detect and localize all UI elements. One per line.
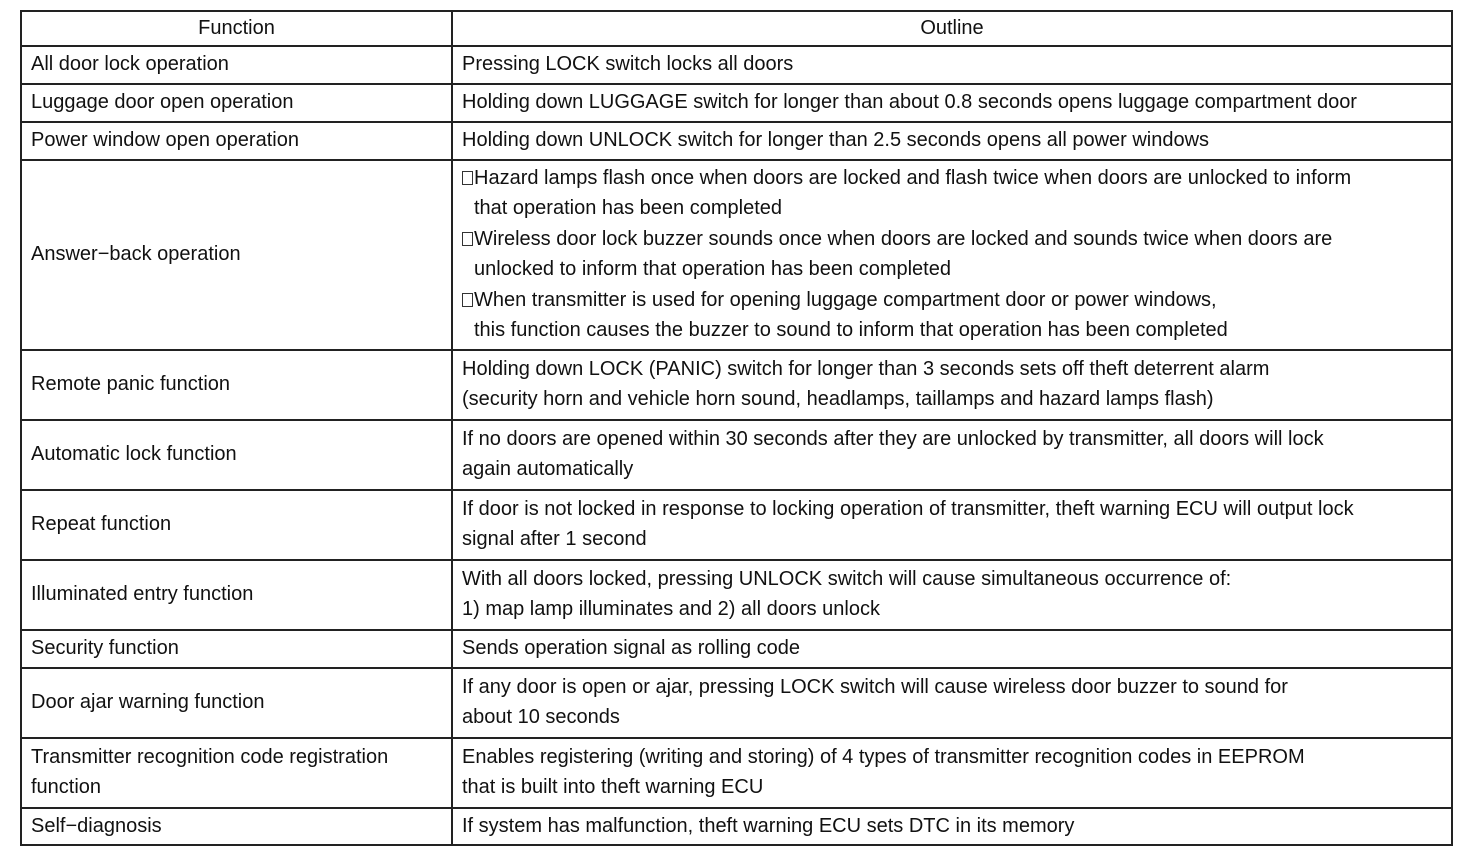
checkbox-bullet-icon	[462, 293, 473, 307]
table-row	[21, 560, 1452, 630]
function-text: Illuminated entry function	[31, 582, 254, 605]
function-cell	[21, 84, 452, 122]
function-cell	[21, 46, 452, 84]
function-outline-table	[20, 10, 1453, 846]
function-cell	[21, 738, 452, 808]
outline-text: Wireless door lock buzzer sounds once when doors are locked and sounds twice when doors are	[474, 227, 1333, 250]
function-cell	[21, 122, 452, 160]
outline-cell	[452, 122, 1452, 160]
outline-text: 1) map lamp illuminates and 2) all doors unlock	[462, 598, 880, 620]
outline-text: Pressing LOCK switch locks all doors	[462, 52, 794, 75]
outline-text: If system has malfunction, theft warning ECU sets DTC in its memory	[462, 814, 1075, 837]
outline-cell	[452, 738, 1452, 808]
outline-text: When transmitter is used for opening luggage compartment door or power windows,	[474, 288, 1217, 311]
table-row	[21, 420, 1452, 490]
checkbox-bullet-icon	[462, 232, 473, 246]
outline-text: signal after 1 second	[462, 528, 647, 550]
outline-text: If any door is open or ajar, pressing LOCK switch will cause wireless door buzzer to sound for	[462, 675, 1288, 698]
function-text: Answer−back operation	[31, 242, 241, 265]
outline-text: this function causes the buzzer to sound to inform that operation has been completed	[474, 319, 1228, 341]
table-row	[21, 668, 1452, 738]
outline-cell	[452, 160, 1452, 350]
function-cell	[21, 630, 452, 668]
outline-cell	[452, 808, 1452, 846]
function-cell	[21, 490, 452, 560]
outline-cell	[452, 668, 1452, 738]
outline-text: If no doors are opened within 30 seconds after they are unlocked by transmitter, all doors will lock	[462, 427, 1324, 450]
table-header-row	[21, 11, 1452, 46]
outline-text: Enables registering (writing and storing) of 4 types of transmitter recognition codes in EEPROM	[462, 745, 1305, 768]
outline-text: (security horn and vehicle horn sound, headlamps, taillamps and hazard lamps flash)	[462, 388, 1214, 410]
function-text: Automatic lock function	[31, 442, 237, 465]
outline-text: Sends operation signal as rolling code	[462, 636, 800, 659]
outline-text: that operation has been completed	[474, 197, 782, 219]
outline-text: Holding down LOCK (PANIC) switch for longer than 3 seconds sets off theft deterrent alarm	[462, 357, 1270, 380]
function-column-header: Function	[21, 11, 452, 46]
outline-text: Hazard lamps flash once when doors are locked and flash twice when doors are unlocked to inform	[474, 166, 1352, 189]
function-cell	[21, 160, 452, 350]
function-cell	[21, 668, 452, 738]
function-cell	[21, 350, 452, 420]
outline-text: If door is not locked in response to locking operation of transmitter, theft warning ECU will output lock	[462, 497, 1354, 520]
outline-cell	[452, 490, 1452, 560]
function-cell	[21, 560, 452, 630]
function-text: function	[31, 776, 102, 798]
outline-text: Holding down UNLOCK switch for longer than 2.5 seconds opens all power windows	[462, 128, 1210, 151]
function-text: Transmitter recognition code registration	[31, 745, 389, 768]
outline-text: about 10 seconds	[462, 706, 620, 728]
function-text: Self−diagnosis	[31, 814, 162, 837]
outline-text: that is built into theft warning ECU	[462, 776, 764, 798]
outline-text: Holding down LUGGAGE switch for longer than about 0.8 seconds opens luggage compartment door	[462, 90, 1357, 113]
outline-cell	[452, 420, 1452, 490]
outline-text: unlocked to inform that operation has been completed	[474, 258, 951, 280]
outline-cell	[452, 84, 1452, 122]
table-row	[21, 350, 1452, 420]
outline-cell	[452, 630, 1452, 668]
table-row	[21, 122, 1452, 160]
outline-bullet	[462, 224, 1442, 255]
table-row	[21, 84, 1452, 122]
outline-bullet	[462, 163, 1442, 194]
table-row	[21, 808, 1452, 846]
function-text: All door lock operation	[31, 52, 229, 75]
function-text: Power window open operation	[31, 128, 299, 151]
function-text: Door ajar warning function	[31, 690, 265, 713]
function-text: Luggage door open operation	[31, 90, 294, 113]
table-row	[21, 630, 1452, 668]
function-text: Security function	[31, 636, 179, 659]
outline-column-header: Outline	[452, 11, 1452, 46]
function-text: Repeat function	[31, 512, 172, 535]
table-row	[21, 160, 1452, 350]
table-row	[21, 738, 1452, 808]
function-cell	[21, 420, 452, 490]
outline-text: With all doors locked, pressing UNLOCK switch will cause simultaneous occurrence of:	[462, 567, 1232, 590]
table-row	[21, 46, 1452, 84]
function-cell	[21, 808, 452, 846]
table-row	[21, 490, 1452, 560]
outline-cell	[452, 560, 1452, 630]
outline-text: again automatically	[462, 458, 634, 480]
outline-cell	[452, 46, 1452, 84]
outline-bullet	[462, 285, 1442, 316]
checkbox-bullet-icon	[462, 171, 473, 185]
function-text: Remote panic function	[31, 372, 231, 395]
outline-cell	[452, 350, 1452, 420]
